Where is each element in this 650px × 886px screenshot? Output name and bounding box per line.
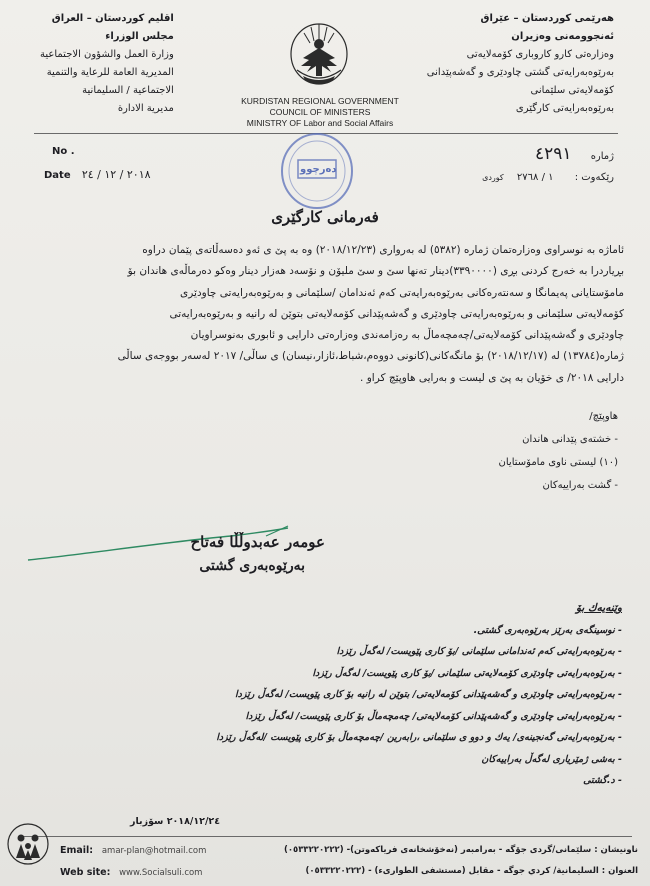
body-line: چاودێری و گەشەپێدانی كۆمەلایەتی/چەمچەماڵ بە رەزامەندی وەزارەتی دارایی و ئابوری بەنوسراویان <box>190 329 624 342</box>
header-right-line: وەزارەتی كارو كاروباری كۆمەلایەتی <box>466 49 614 60</box>
footer-divider <box>18 836 632 837</box>
ref-number <box>535 144 614 164</box>
header-left-line: اقليم كوردستان – العراق <box>51 13 174 24</box>
signatory-name: عومەر عەبدوڵڵا فەتاح <box>190 533 325 551</box>
copies-list <box>216 598 622 792</box>
document-body <box>30 240 624 389</box>
footer-addresses <box>284 840 638 882</box>
ref-kurdish-date-value: ١ / ٢٧٦٨ <box>516 172 554 183</box>
web-value[interactable]: www.Socialsuli.com <box>119 868 203 878</box>
attachment-item: - گشت بەراییەكان <box>542 480 618 491</box>
email-value[interactable]: amar-plan@hotmail.com <box>101 846 207 856</box>
stamp-text: دەرچوو <box>300 164 337 175</box>
footer-contacts <box>60 840 206 884</box>
ref-number-value: ٤٢٩١ <box>534 144 572 164</box>
header-center <box>225 96 415 129</box>
body-line: دارایی ٢٠١٨/ ی خۆیان بە پێ ی لیست و بەرایی هاوپێچ كراو . <box>360 371 624 384</box>
header-right-line: كۆمەلایەتی سلێمانی <box>530 85 614 96</box>
attachments <box>499 405 618 497</box>
ref-kurdish-date-label: رێکەوت : <box>574 172 614 183</box>
body-line: ئاماژە بە نوسراوی وەزارەتمان ژمارە (٥٣٨٢) لە بەرواری (٢٠١٨/١٢/٢٣) وە بە پێ ی ئەو دەسەڵاتەی پێمان دراوە <box>142 244 624 256</box>
krg-emblem-icon <box>283 14 355 96</box>
bottom-date: ٢٠١٨/١٢/٢٤ سۆزبار <box>130 816 221 827</box>
header-center-line: KURDISTAN REGIONAL GOVERNMENT <box>241 96 399 106</box>
signature-block <box>55 530 325 578</box>
copies-item: - بەشی ژمێریاری لەگەڵ بەراییەكان <box>481 753 622 765</box>
web-label: Web site: <box>60 867 111 878</box>
header-center-line: COUNCIL OF MINISTERS <box>269 107 371 117</box>
copies-item: - بەرێوەبەرایەتی كەم ئەندامانی سلێمانی /بۆ كاری پێویست/ لەگەڵ رێزدا <box>336 646 622 657</box>
header-left-line: مديرية الادارة <box>117 103 174 114</box>
copies-item: - بەرێوەبەرایەتی گەنجینەی/ یەك و دوو ی سلێمانی ،رابەرین /چەمچەماڵ بۆ كاری پێویست /لەگەڵ رێزدا <box>216 732 622 743</box>
header-left <box>40 10 174 118</box>
footer-web <box>60 862 206 884</box>
body-line: مامۆستایانی پەیمانگا و سەنتەرەكانی بەرێوەبەرایەتی كەم ئەندامان /سلێمانی و بەرێوەبەرایەتی چاودێری <box>180 286 624 299</box>
address-kurdish: ناونیشان : سلێمانی/گردی جۆگە - بەرامبەر (نەخۆشخانەی فریاكەوتن)- (٠٥٣٣٢٢٠٢٢٢) <box>283 845 638 855</box>
ref-date <box>44 168 151 181</box>
header-right-line: هەرێمی كوردستان – عێراق <box>480 13 614 24</box>
body-line: كۆمەلایەتی سلێمانی و بەرێوەبەرایەتی چاودێری و گەشەپێدانی كۆمەلایەتی بتوێن لە رانیە و بەرێوەبەرایەتی <box>169 307 624 320</box>
email-label: Email: <box>60 845 94 856</box>
header-right-line: ئەنجوومەنی وەزیران <box>511 31 614 42</box>
document-title: فەرمانی كارگێری <box>271 208 379 226</box>
copies-item: - د.گشتی <box>583 775 622 786</box>
signatory-title: بەرێوەبەری گشتی <box>199 558 305 574</box>
attachment-item: (١٠) لیستی ناوی مامۆستایان <box>498 457 618 468</box>
ref-no-label: No . <box>52 146 75 157</box>
address-arabic: العنوان : السليمانية/ كردي جوگه - مقابل (مستشفى الطوارىء) - (٠٥٣٣٢٢٠٢٢٢) <box>305 866 638 876</box>
copies-item: - بەرێوەبەرایەتی چاودێری كۆمەلایەتی سلێمانی /بۆ كاری پێویست/ لەگەڵ رێزدا <box>312 667 622 679</box>
header-left-line: الاجتماعية / السليمانية <box>82 85 174 96</box>
header-right-line: بەرێوەبەرایەتی كارگێری <box>515 103 614 114</box>
header-left-line: المديرية العامة للرعاية والتنمية <box>46 67 174 78</box>
copies-item: - نوسینگەی بەرێز بەرێوەبەری گشتی. <box>473 624 622 636</box>
ref-date-label: Date <box>44 170 71 181</box>
ref-calendar-label: كوردی <box>482 173 504 182</box>
body-line: بڕیاردرا بە خەرج كردنی بڕی (٣٣٩٠٠٠٠)دینار تەنها سێ و سێ ملیۆن و نۆسەد هەزار دینار وەكو دەرماڵەی هاندان بۆ <box>127 265 624 278</box>
header-right-line: بەرێوەبەرایەتی گشتی چاودێری و گەشەپێدانی <box>426 67 614 78</box>
copies-heading: وێنەیەك بۆ <box>576 602 622 614</box>
header-left-line: مجلس الوزراء <box>105 31 174 42</box>
header-center-line: MINISTRY OF Labor and Social Affairs <box>246 118 394 128</box>
copies-item: - بەرێوەبەرایەتی چاودێری و گەشەپێدانی كۆمەلایەتی/ چەمچەماڵ بۆ كاری پێویست/ لەگەڵ رێزدا <box>245 710 622 722</box>
header-left-line: وزارة العمل والشؤون الاجتماعية <box>40 49 174 60</box>
attachment-heading: هاوپێچ/ <box>589 411 618 422</box>
attachment-item: - خشتەی پێدانی هاندان <box>522 434 618 445</box>
ref-no <box>52 146 75 157</box>
ref-date-value: ٢٠١٨ / ١٢ / ٢٤ <box>81 168 151 181</box>
copies-item: - بەرێوەبەرایەتی چاودێری و گەشەپێدانی كۆمەلایەتی/ بتوێن لە رانیە بۆ كاری پێویست/ لەگەڵ رێزدا <box>234 689 622 700</box>
body-line: ژمارە(١٣٧٨٤) لە (٢٠١٨/١٢/١٧) بۆ مانگەكانی(كانونی دووەم،شباط،ئازار،نیسان) ی ساڵی/ ٢٠١٧ لەسەر بووجەی ساڵی <box>117 350 624 363</box>
ref-kurdish-date <box>482 172 614 183</box>
ref-number-label: ژمارە <box>590 151 614 162</box>
ministry-logo-icon <box>6 820 50 868</box>
footer-email <box>60 840 206 862</box>
header-right <box>427 10 614 118</box>
